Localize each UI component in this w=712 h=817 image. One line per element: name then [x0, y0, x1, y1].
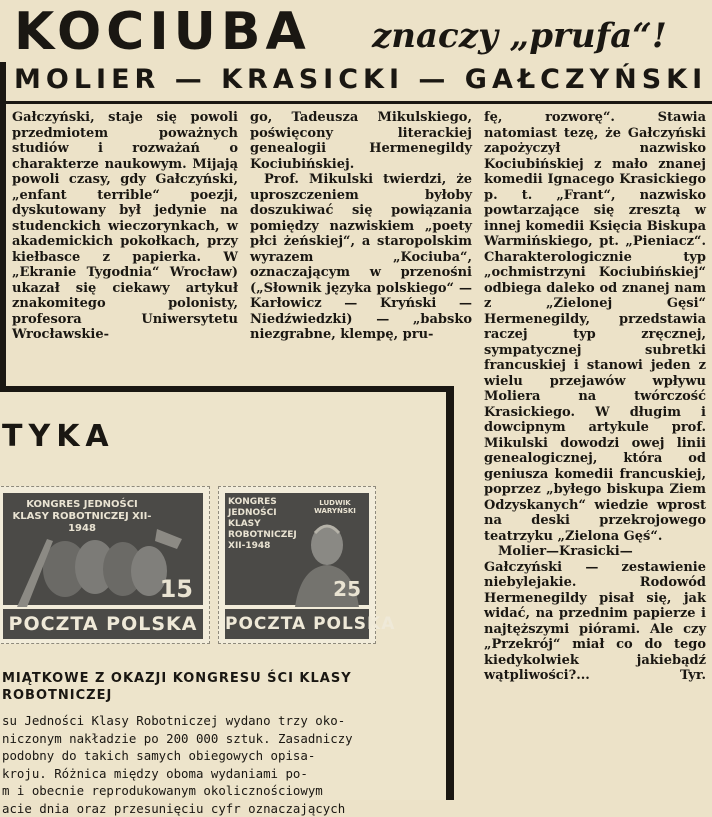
article-column-2 — [250, 110, 472, 343]
caption-heading: MIĄTKOWE Z OKAZJI KONGRESU ŚCI KLASY ROBOTNICZEJ — [2, 670, 438, 704]
column-3-paragraph-2-text: Molier—Krasicki—Gałczyński — zestawienie niebylejakie. Rodowód Hermenegildy pisał się, jak widać, na przednim papierze i najtęższymi piórami. Ale czy „Przekrój“ miał co do tego kiedykolwiek jakiebądź wątpliwości?... — [484, 544, 706, 683]
stamp-2-image — [225, 493, 369, 605]
column-3-paragraph-1: fę, rozworę“. Stawia natomiast tezę, że Gałczyński zapożyczył nazwisko Kociubińskiej z mało znanej komedii Ignacego Krasickiego p. t. „Frant“, nazwisko powtarzające się zresztą w innej komedii Księcia Biskupa Warmińskiego, pt. „Pieniacz“. Charakterologicznie typ „ochmistrzyni Kociubińskiej“ odbiega daleko od znanej nam z „Zielonej Gęsi“ Hermenegildy, przedstawia raczej typ zręcznej, sympatycznej subretki francuskiej i stanowi jeden z wielu przejawów wpływu Moliera na twórczość Krasickiego. W długim i dowcipnym artykule prof. Mikulski dowodzi owej linii genealogicznej, która od geniusza komedii francuskiej, poprzez „byłego biskupa Ziem Odzyskanych“ wiedzie wprost na deski przekrojowego teatrzyku „Zielona Gęś“. — [484, 110, 706, 544]
headline-script-subtitle: znaczy „prufa“! — [372, 16, 667, 56]
stamp-1-header: KONGRES JEDNOŚCI KLASY ROBOTNICZEJ XII-1948 — [7, 499, 157, 535]
article-column-1 — [12, 110, 238, 343]
column-2-paragraph-2: Prof. Mikulski twierdzi, że uproszczeniem byłoby doszukiwać się powiązania pomiędzy nazwiskiem „poety płci żeńskiej“, a staropolskim wyrazem „Kociuba“, oznaczającym w przenośni („Słownik języka polskiego“ — Karłowicz — Kryński — Niedźwiedzki) — „babsko niezgrabne, klempę, pru- — [250, 172, 472, 343]
stamp-2-header: KONGRES JEDNOŚCI KLASY ROBOTNICZEJ XII-1948 — [228, 497, 298, 552]
stamp-2-footer: POCZTA POLSKA — [225, 609, 369, 639]
caption-line: niczonym nakładzie po 200 000 sztuk. Zasadniczy — [2, 730, 442, 748]
left-rule — [0, 62, 6, 388]
headline-title: KOCIUBA — [14, 4, 311, 60]
stamp-2 — [218, 486, 376, 644]
headline-names: MOLIER — KRASICKI — GAŁCZYŃSKI — [14, 63, 704, 97]
stamp-1 — [0, 486, 210, 644]
header-rule — [0, 101, 712, 104]
stamp-1-image — [3, 493, 203, 605]
article-column-3 — [484, 110, 706, 684]
stamp-1-value: 15 — [160, 575, 193, 603]
stamp-2-banner: LUDWIK WARYŃSKI — [303, 499, 367, 515]
column-1-text: Gałczyński, staje się powoli przedmiotem poważnych studiów i rozważań o charakterze naukowym. Mijają powoli czasy, gdy Gałczyński, „enfant terrible“ poezji, dyskutowany był jedynie na studenckich wieczorynkach, w akademickich pokołkach, przy kiełbasce z papierka. W „Ekranie Tygodnia“ Wrocław) ukazał się ciekawy artykuł znakomitego polonisty, profesora Uniwersytetu Wrocławskie- — [12, 110, 238, 343]
caption-line: kroju. Różnica między oboma wydaniami po- — [2, 765, 442, 783]
column-3-paragraph-2 — [484, 544, 706, 684]
stamp-2-value: 25 — [333, 577, 361, 601]
box-frame-right — [446, 386, 454, 800]
author-signature: Tyr. — [666, 668, 706, 684]
caption-line: m i obecnie reprodukowanym okolicznościowym — [2, 782, 442, 800]
box-title: TYKA — [2, 420, 115, 454]
caption-line: acie dnia oraz przesunięciu cyfr oznaczających — [2, 800, 442, 817]
column-2-paragraph-1: go, Tadeusza Mikulskiego, poświęcony literackiej genealogii Hermenegildy Kociubińskiej. — [250, 110, 472, 172]
caption-line: su Jedności Klasy Robotniczej wydano trzy oko- — [2, 712, 442, 730]
caption-line: podobny do takich samych obiegowych opisa- — [2, 747, 442, 765]
stamp-1-footer: POCZTA POLSKA — [3, 609, 203, 639]
caption-body — [2, 712, 442, 817]
